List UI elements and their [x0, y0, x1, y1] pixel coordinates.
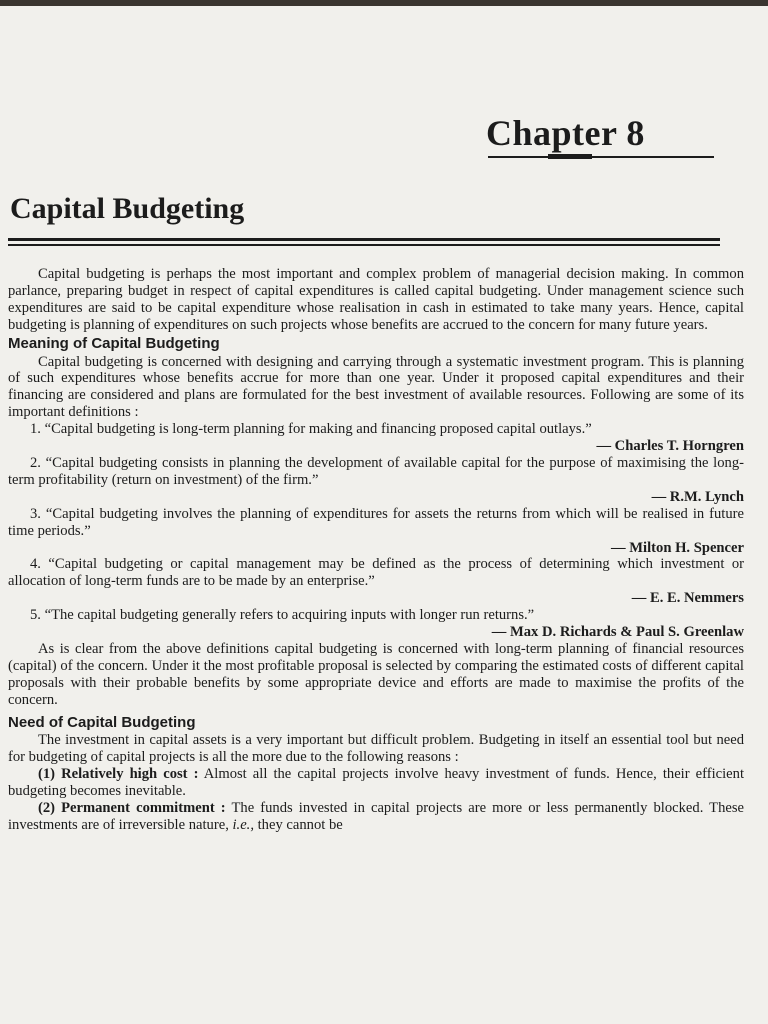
- reason-text: The funds invested in capital projects are more or less permanently blocked. These investments are of irreversible nature,: [8, 800, 745, 833]
- definition-text: 3. “Capital budgeting involves the planning of expenditures for assets the returns from which will be realised in future time periods.”: [8, 505, 744, 539]
- section-heading-need: Need of Capital Budgeting: [8, 713, 196, 731]
- definition-author: — Charles T. Horngren: [596, 438, 744, 455]
- definition-item: [8, 506, 744, 540]
- definition-author: — Max D. Richards & Paul S. Greenlaw: [491, 624, 744, 641]
- reason-item: [8, 766, 744, 800]
- chapter-title: Capital Budgeting: [10, 192, 245, 225]
- title-rule-secondary: [8, 244, 720, 246]
- definition-item: [8, 607, 744, 624]
- title-rule: [8, 238, 720, 241]
- reason-label: (2) Permanent commitment :: [38, 800, 226, 817]
- need-paragraph: The investment in capital assets is a very important but difficult problem. Budgeting in itself an essential tool but need for budgeting of capital projects is all the more due to the following reasons :: [8, 732, 744, 766]
- intro-paragraph: Capital budgeting is perhaps the most important and complex problem of managerial decision making. In common parlance, preparing budget in respect of capital expenditures is called capital budgeting. Under management science such expenditures are said to be capital expenditure whose realisation in cash in estimated to take many years. Hence, capital budgeting is planning of expenditures on such projects whose benefits are accrued to the concern for many future years.: [8, 266, 744, 333]
- page-body: [8, 266, 744, 834]
- definition-text: 4. “Capital budgeting or capital management may be defined as the process of determining which investment or allocation of long-term funds are to be made by an enterprise.”: [8, 556, 744, 590]
- definition-author: — E. E. Nemmers: [631, 590, 744, 607]
- definition-item: [8, 421, 744, 438]
- chapter-underline: [488, 156, 714, 158]
- definition-text: 5. “The capital budgeting generally refers to acquiring inputs with longer run returns.”: [30, 607, 535, 624]
- definition-text: 2. “Capital budgeting consists in planning the development of available capital for the purpose of maximising the long-term profitability (return on investment) of the firm.”: [8, 454, 744, 488]
- reason-item: [8, 800, 744, 834]
- section-heading-meaning: Meaning of Capital Budgeting: [8, 334, 220, 352]
- chapter-underline-accent: [548, 154, 592, 159]
- definition-author: — Milton H. Spencer: [611, 539, 744, 556]
- definition-item: [8, 455, 744, 489]
- reason-text: Almost all the capital projects involve heavy investment of funds. Hence, their efficient budgeting becomes inevitable.: [8, 766, 745, 800]
- meaning-paragraph: Capital budgeting is concerned with designing and carrying through a systematic investment program. This is planning of such expenditures whose benefits accrue for more than one year. Under it proposed capital expenditures and their financing are considered and plans are formulated for the best investment of available resources. Following are some of its important definitions :: [8, 353, 744, 421]
- reason-label: (1) Relatively high cost :: [38, 766, 199, 783]
- conclusion-paragraph: As is clear from the above definitions capital budgeting is concerned with long-term planning of financial resources (capital) of the concern. Under it the most profitable proposal is selected by comparing the estimated costs of different capital proposals with their probable benefits by some appropriate device and efforts are made to maximise the profits of the concern.: [8, 640, 744, 708]
- definition-author: — R.M. Lynch: [651, 488, 744, 505]
- reason-italic: i.e.,: [232, 817, 254, 833]
- reason-tail: they cannot be: [253, 817, 343, 833]
- definition-text: 1. “Capital budgeting is long-term planning for making and financing proposed capital outlays.”: [30, 421, 592, 438]
- chapter-label: Chapter 8: [486, 113, 645, 153]
- definition-item: [8, 556, 744, 590]
